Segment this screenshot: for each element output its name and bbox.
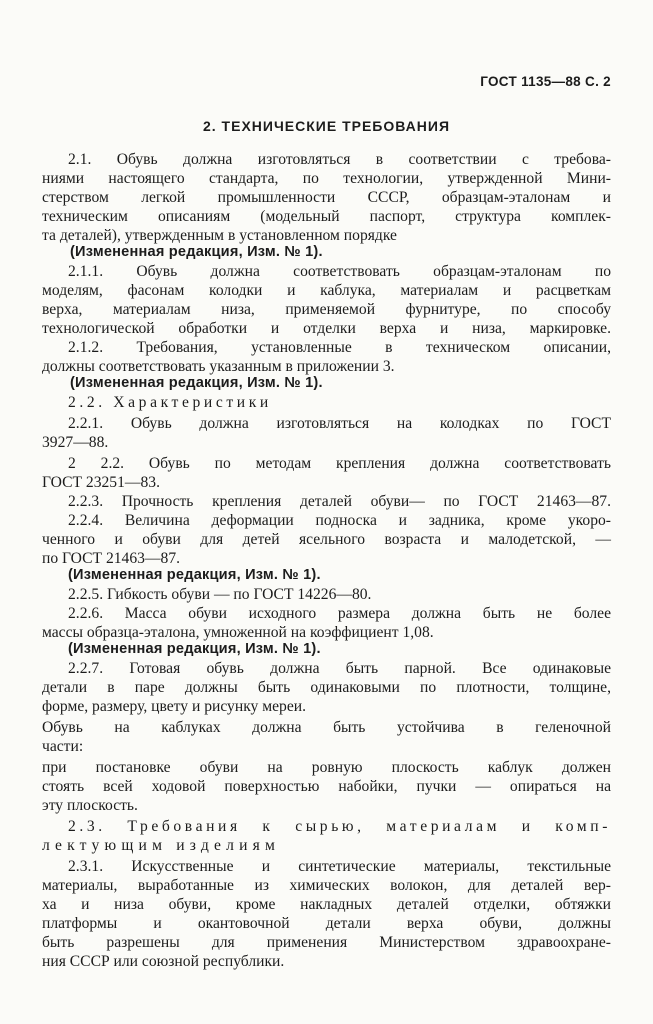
text-line: та деталей), утвержденным в установленном порядке	[42, 227, 397, 244]
text-line: 2.2.5. Гибкость обуви — по ГОСТ 14226—80.	[68, 586, 372, 603]
text-line: 2.2.6. Масса обуви исходного размера должна быть не более	[68, 605, 611, 622]
text-line: Обувь на каблуках должна быть устойчива в геленочной	[42, 719, 611, 736]
subsection-heading: лектующим изделиям	[42, 837, 281, 854]
text-line: техническим описаниям (модельный паспорт, структура комплек-	[42, 208, 611, 225]
text-line: ния СССР или союзной республики.	[42, 953, 285, 970]
section-title: 2. ТЕХНИЧЕСКИЕ ТРЕБОВАНИЯ	[202, 118, 451, 134]
amendment-note: (Измененная редакция, Изм. № 1).	[68, 567, 321, 583]
text-line: по ГОСТ 21463—87.	[42, 550, 181, 567]
text-line: 2.1. Обувь должна изготовляться в соответствии с требова-	[68, 151, 611, 168]
text-line: 2.2.4. Величина деформации подноска и задника, кроме укоро-	[68, 512, 611, 529]
text-line: ха и низа обуви, кроме накладных деталей отделки, обтяжки	[42, 896, 611, 913]
text-line: 2.1.2. Требования, установленные в техническом описании,	[68, 339, 611, 356]
text-line: 2.1.1. Обувь должна соответствовать образцам-эталонам по	[68, 263, 611, 280]
text-line: 2.3.1. Искусственные и синтетические материалы, текстильные	[68, 858, 611, 875]
text-line: моделям, фасонам колодки и каблука, материалам и расцветкам	[42, 282, 611, 299]
text-line: 2 2.2. Обувь по методам крепления должна соответствовать	[68, 455, 611, 472]
text-line: быть разрешены для применения Министерством здравоохране-	[42, 934, 611, 951]
text-line: 2.2.7. Готовая обувь должна быть парной. Все одинаковые	[68, 660, 611, 677]
amendment-note: (Измененная редакция, Изм. № 1).	[70, 375, 323, 391]
text-line: эту плоскость.	[42, 797, 138, 814]
text-line: массы образца-эталона, умноженной на коэффициент 1,08.	[42, 624, 434, 641]
subsection-heading: 2.3. Требования к сырью, материалам и комп-	[68, 818, 611, 835]
text-line: 3927—88.	[42, 434, 109, 451]
text-line: ГОСТ 23251—83.	[42, 474, 160, 491]
text-line: детали в паре должны быть одинаковыми по плотности, толщине,	[42, 679, 611, 696]
text-line: верха, материалам низа, применяемой фурнитуре, по способу	[42, 301, 611, 318]
text-line: технологической обработки и отделки верха и низа, маркировке.	[42, 320, 611, 337]
amendment-note: (Измененная редакция, Изм. № 1).	[68, 641, 321, 657]
text-line: платформы и окантовочной детали верха обуви, должны	[42, 915, 611, 932]
text-line: части:	[42, 738, 84, 755]
text-line: должны соответствовать указанным в приложении 3.	[42, 358, 395, 375]
text-line: ниями настоящего стандарта, по технологии, утвержденной Мини-	[42, 170, 611, 187]
text-line: 2.2.3. Прочность крепления деталей обуви— по ГОСТ 21463—87.	[68, 493, 611, 510]
text-line: стерством легкой промышленности СССР, образцам-эталонам и	[42, 189, 611, 206]
text-line: 2.2.1. Обувь должна изготовляться на колодках по ГОСТ	[68, 415, 611, 432]
text-line: форме, размеру, цвету и рисунку мереи.	[42, 698, 307, 715]
text-line: материалы, выработанные из химических волокон, для деталей вер-	[42, 877, 611, 894]
page-header: ГОСТ 1135—88 С. 2	[480, 74, 611, 89]
amendment-note: (Измененная редакция, Изм. № 1).	[70, 244, 323, 260]
text-line: стоять всей ходовой поверхностью набойки, пучки — опираться на	[42, 778, 611, 795]
text-line: ченного и обуви для детей ясельного возраста и малодетской, —	[42, 531, 611, 548]
text-line: при постановке обуви на ровную плоскость каблук должен	[42, 759, 611, 776]
subsection-heading: 2.2. Характеристики	[68, 394, 272, 411]
